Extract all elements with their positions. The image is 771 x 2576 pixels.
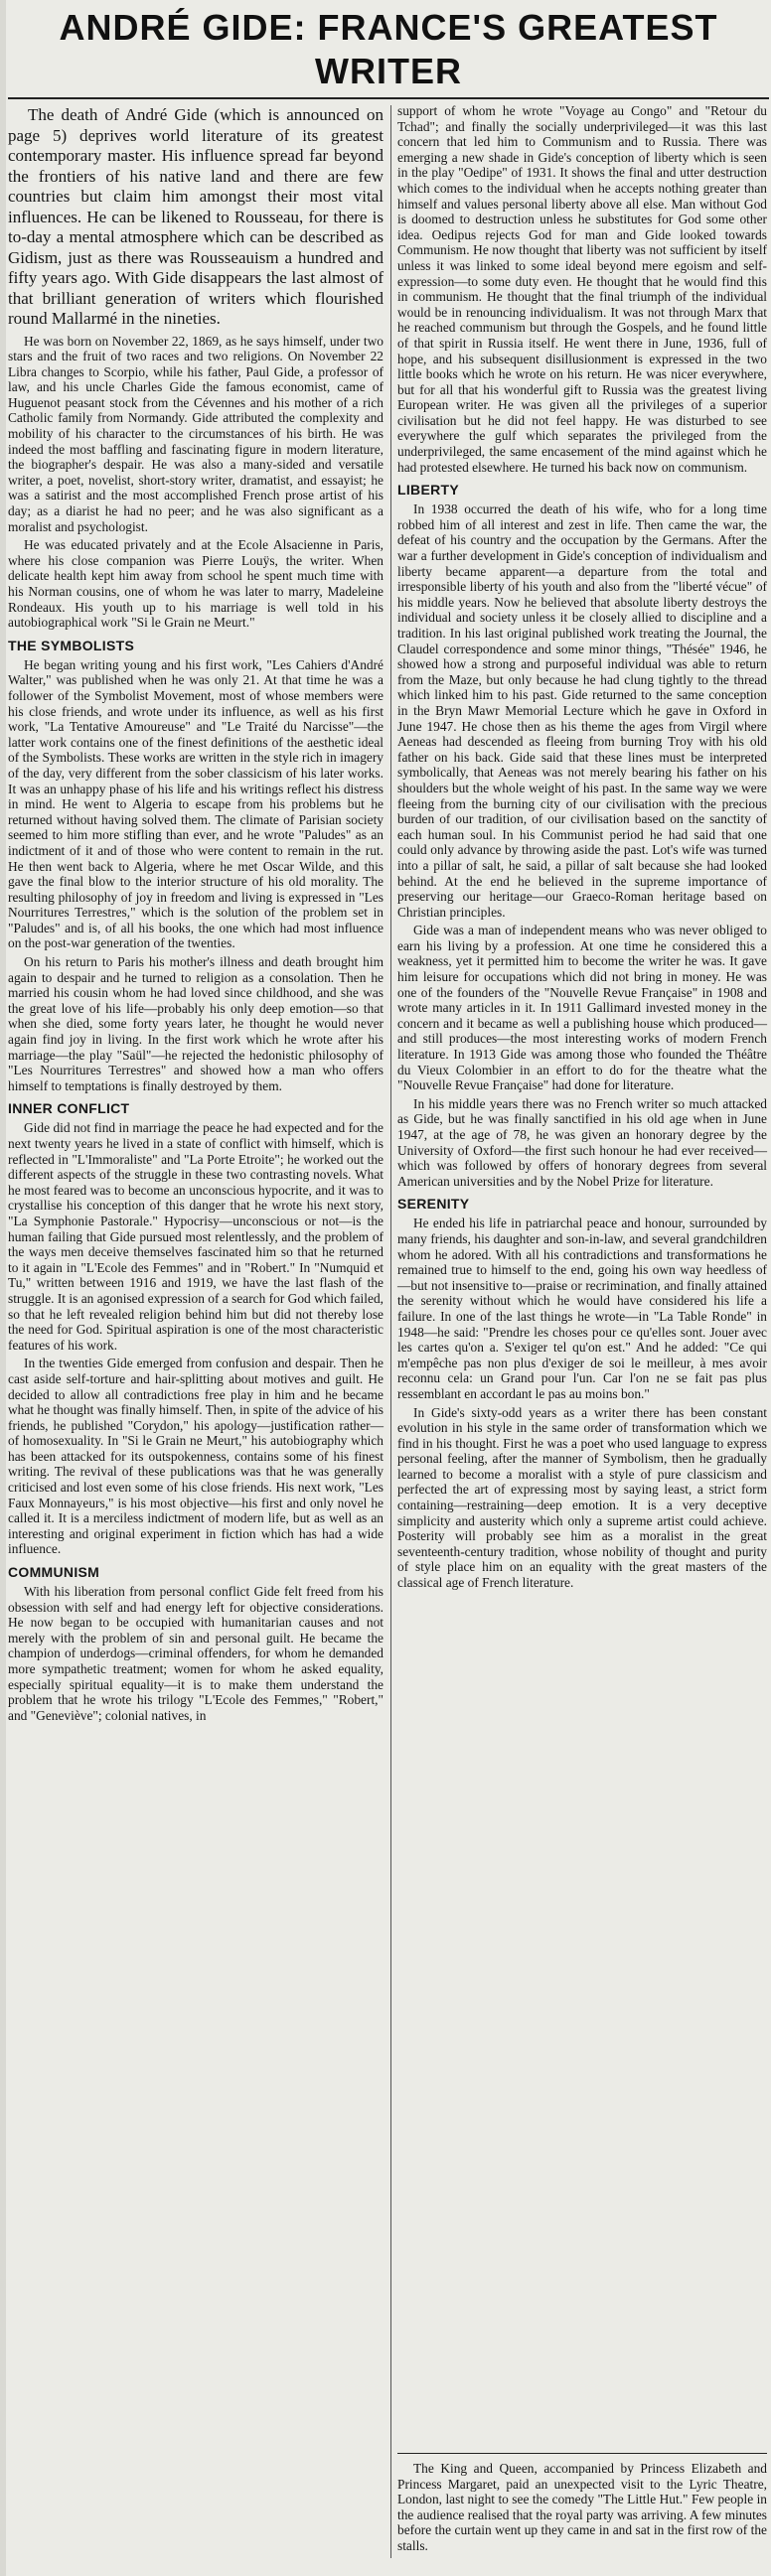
paragraph: Gide did not find in marriage the peace he had expected and for the next twenty years he lived in a state of conflict with himself, which is reflected in "L'Immoraliste" and "La Porte Etroite"; he worked out the different aspects of the struggle in these two contrasting novels. What he most feared was to become an unconscious hypocrite, and it was to crystallise his conception of this danger that he wrote his next story, "La Symphonie Pastorale." Hypocrisy—unconscious or not—is the human failing that Gide pursued most relentlessly, and the problem of the ways men deceive themselves fascinated him so that he returned to it again in "L'Ecole des Femmes" and in "Robert." In "Numquid et Tu," written between 1916 and 1919, we have the last flash of the struggle. It is an agonised expression of a search for God which failed, so that he left revealed religion behind him but did not thereby lose the need for God. Spiritual aspiration is one of the most characteristic features of his work. xyxy=(8,1120,384,1353)
page-gutter xyxy=(0,0,6,2576)
paragraph: On his return to Paris his mother's illness and death brought him again to despair and he turned to religion as a consolation. Then he married his cousin whom he had loved since childhood, and she was the great love of his life—probably his only deep emotion—so that when she died, some forty years later, he thought he would never again find joy in living. In the first work which he wrote after his marriage—the play "Saül"—he rejected the hedonistic philosophy of "Les Nourritures Terrestres" and showed how a man who offers himself to temptations is finally destroyed by them. xyxy=(8,954,384,1093)
headline xyxy=(8,6,769,93)
paragraph: In the twenties Gide emerged from confusion and despair. Then he cast aside self-torture and hair-splitting about motives and guilt. He decided to allow all contradictions free play in him and he became what he thought was finally himself. Then, in spite of the advice of his friends, he published "Corydon," his apology—justification rather—of homosexuality. In "Si le Grain ne Meurt," his autobiography which has been attacked for its outspokenness, contains some of his finest writing. The revival of these publications was that he was generally criticised and lost even some of his close friends. His next work, "Les Faux Monnayeurs," is his most objective—his first and only novel he called it. It is a merciless indictment of modern life, but as well as an interesting and original experiment in fiction which has had a wide influence. xyxy=(8,1356,384,1557)
paragraph: support of whom he wrote "Voyage au Congo" and "Retour du Tchad"; and finally the socially underprivileged—it was this last concern that led him to Communism and to Russia. There was emerging a new shade in Gide's conception of liberty which is seen in the play "Oedipe" of 1931. It shows the final and utter destruction which comes to the individual when he accepts nothing greater than himself and values personal liberty above all else. Man without God is doomed to destruction unless he substitutes for God some other idea. Oedipus rejects God for man and Gide looked towards Communism. He now thought that liberty was not sufficient by itself unless it was linked to some ideal beyond mere egoism and self-expression—to some duty even. He thought that he would find this in communism. He thought that the final triumph of the individual would be in renouncing individualism. It was not through Marx that he reached communism but through the Gospels, and he found little of that spirit in Russia itself. He went there in June, 1936, full of hope, and his subsequent disillusionment is expressed in the two little books which he wrote on his return. He was nicer everywhere, but for all that his wonderful gift to Russia was the greatest living European writer. He was given all the privileges of a superior civilisation but he did not feel happy. He was disturbed to see everywhere the gulf which separates the privileged from the underprivileged, the same encasement of the mind against which he had protested elsewhere. He turned his back now on communism. xyxy=(397,103,767,475)
headline-text: ANDRÉ GIDE: FRANCE'S GREATEST WRITER xyxy=(59,7,718,91)
royal-visit-paragraph: The King and Queen, accompanied by Princess Elizabeth and Princess Margaret, paid an unexpected visit to the Lyric Theatre, London, last night to see the comedy "The Little Hut." Few people in the audience realised that the royal party was arriving. A few minutes before the curtain went up they came in and sat in the first row of the stalls. xyxy=(397,2461,767,2553)
paragraph: He was born on November 22, 1869, as he says himself, under two stars and the fruit of two races and two religions. On November 22 Libra changes to Scorpio, while his father, Paul Gide, a professor of law, and his uncle Charles Gide the famous economist, came of Huguenot peasant stock from the Cévennes and his mother of a rich Catholic family from Normandy. Gide attributed the complexity and mobility of his character to the circumstances of his birth. He was indeed the most baffling and fascinating figure in modern literature, the biographer's despair. He was also a many-sided and versatile writer, a poet, novelist, short-story writer, dramatist, and essayist; he was a satirist and the most accomplished French prose artist of his day; as a diarist he had no peer; and he was also significant as a moralist and psychologist. xyxy=(8,333,384,534)
paragraph: He was educated privately and at the Ecole Alsacienne in Paris, where his close companion was Pierre Louÿs, the writer. When delicate health kept him away from school he spent much time with his Norman cousins, one of whom he was later to marry, Madeleine Rondeaux. His youth up to his marriage is well told in his autobiographical work "Si le Grain ne Meurt." xyxy=(8,537,384,631)
section-heading-serenity: SERENITY xyxy=(397,1196,470,1213)
paragraph: In Gide's sixty-odd years as a writer there has been constant evolution in his style in the same order of transformation which we find in his thought. First he was a poet who used language to express personal feeling, after the manner of Symbolism, then he gradually learned to become a moralist with a style of pure classicism and perfected the art of expressing most by saying least, a strict form containing—restraining—deep emotion. It is a very deceptive simplicity and austerity which only a supreme artist could achieve. Posterity will probably see him as a moralist in the great seventeenth-century tradition, whose nobility of thought and purity of style place him on an equality with the great masters of the classical age of French literature. xyxy=(397,1404,767,1591)
section-heading-symbolists: THE SYMBOLISTS xyxy=(8,637,135,653)
column-divider xyxy=(390,105,391,2558)
lead-paragraph: The death of André Gide (which is announced on page 5) deprives world literature of its greatest contemporary master. His influence spread far beyond the frontiers of his native land and there are few countries but claim him amongst their most vital influences. He can be likened to Rousseau, for there is to-day a mental atmosphere which can be described as Gidism, just as there was Rousseauism a hundred and fifty years ago. With Gide disappears the last almost of that brilliant generation of writers which flourished round Mallarmé in the nineties. xyxy=(8,105,384,328)
section-heading-inner-conflict: INNER CONFLICT xyxy=(8,1100,130,1117)
column-left xyxy=(8,105,384,1726)
headline-rule xyxy=(8,97,769,99)
newspaper-page xyxy=(8,6,769,2572)
column-right xyxy=(397,103,767,1594)
royal-visit-item xyxy=(397,2461,767,2557)
paragraph: He ended his life in patriarchal peace and honour, surrounded by many friends, his daughter and son-in-law, and several grandchildren whom he adored. With all his contradictions and transformations he remained true to himself to the end, going his own way heedless of—but not insensitive to—praise or recrimination, and finally attained the serenity without which he would have considered his life a failure. In one of the last things he wrote—in "La Table Ronde" in 1948—he said: "Prendre les choses pour ce qu'elles sont. Jouer avec les cartes qu'on a. S'exiger tel qu'on est." And he added: "Ce qui m'empêche pas non plus d'exiger de soi le meilleur, à mes avoir reconnu cela: un Grand pour l'un. Car l'on ne se fait pas plus ressemblant en accordant le pas au moins bon." xyxy=(397,1216,767,1401)
paragraph: In 1938 occurred the death of his wife, who for a long time robbed him of all interest and zest in life. Then came the war, the defeat of his country and the occupation by the Germans. After the war a further development in Gide's conception of individualism and liberty became apparent—a departure from the total and irresponsible liberty of his youth and also from the "liberté vécue" of his middle years. Now he believed that absolute liberty destroys the individual and society unless it be closely allied to discipline and a tradition. In his last original published work treating the Journal, the Claudel correspondence and some minor things, "Thésée" 1946, he showed how a strong and purposeful individual was able to return from the Maze, but only because he had clung tightly to the thread which linked him to his past. Gide returned to the same conception in the Bryn Mawr Memorial Lecture which he gave in Oxford in June 1947. He chose then as his theme the ages from Virgil where Aeneas had descended as fleeing from burning Troy with his old father on his back. Gide said that these lines must be interpreted symbolically, that Aeneas was not merely bearing his father on his shoulders but the whole weight of his past. In the same way we were fleeing from the burning city of our civilisation with the precious burden of our tradition, of our civilisation based on the sanctity of each human soul. In his Communist period he had said that one could only advance by throwing aside the past. Lot's wife was turned into a pillar of salt, he said, a pillar of salt because she had looked behind. At the end he believed in the supreme importance of preserving our heritage—our Graeco-Roman heritage based on Christian principles. xyxy=(397,501,767,920)
paragraph: In his middle years there was no French writer so much attacked as Gide, but he was finally sanctified in his old age when in June 1947, at the age of 78, he was given an honorary degree by the University of Oxford—the first such honour he had ever received—which was followed by offers of honorary degrees from several American universities and by the Nobel Prize for literature. xyxy=(397,1095,767,1189)
royal-item-rule xyxy=(397,2453,767,2454)
paragraph: Gide was a man of independent means who was never obliged to earn his living by a profession. At one time he considered this a weakness, yet it permitted him to become the writer he was. It gave him leisure for occupations which did not bring in money. He was one of the founders of the "Nouvelle Revue Française" in 1908 and wrote many articles in it. In 1911 Gallimard invested money in the concern and it became as well a publishing house which produced—and still produces—the most interesting works of modern French literature. In 1913 Gide was among those who founded the Théâtre du Vieux Colombier in an effort to do for the theatre what the "Nouvelle Revue Française" had done for literature. xyxy=(397,923,767,1093)
section-heading-communism: COMMUNISM xyxy=(8,1564,100,1581)
paragraph: With his liberation from personal conflict Gide felt freed from his obsession with self and had energy left for objective considerations. He now began to be occupied with humanitarian causes and not merely with the problem of sin and personal guilt. He became the champion of underdogs—criminal offenders, for whom he demanded more sympathetic treatment; women for whom he asked equality, especially spiritual equality—it is to make them understand the problem that he wrote his trilogy "L'Ecole des Femmes," "Robert," and "Geneviève"; colonial natives, in xyxy=(8,1584,384,1723)
paragraph: He began writing young and his first work, "Les Cahiers d'André Walter," was published when he was only 21. At that time he was a follower of the Symbolist Movement, most of whose members were his close friends, and wrote under its influence, as well as his first work, "La Tentative Amoureuse" and "Le Traité du Narcisse"—the latter work contains one of the finest definitions of the aesthetic ideal of the Symbolists. These works are written in the style rich in imagery of the day, very different from the sober classicism of his later works. It was an unhappy phase of his life and his writings reflect his distress in mind. He went to Algeria to escape from his problems but he returned without having solved them. The climate of Parisian society seemed to him more stifling than ever, and he wrote "Paludes" as an indictment of it and of those who were content to remain in the rut. He then went back to Algeria, where he met Oscar Wilde, and this gave the final blow to the interior structure of his old morality. The resulting philosophy of joy in freedom and living is expressed in "Les Nourritures Terrestres," which is the solution of the problem set in "Paludes" and is, of all his books, the one which had most influence on the post-war generation of the twenties. xyxy=(8,656,384,951)
section-heading-liberty: LIBERTY xyxy=(397,482,459,499)
